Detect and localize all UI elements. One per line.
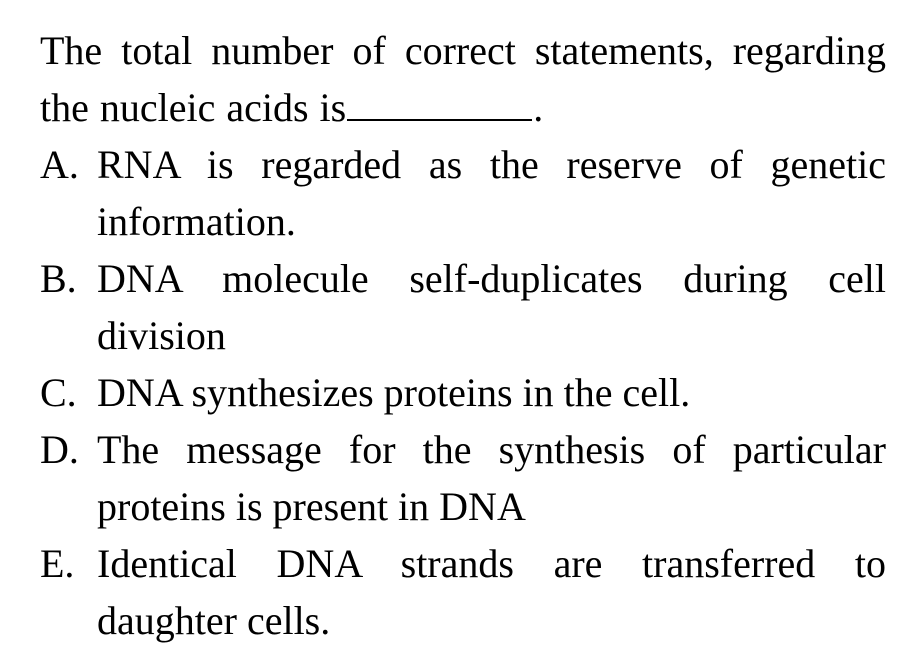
option-letter: A.: [40, 142, 79, 187]
option-letter: E.: [40, 541, 75, 586]
option-c: [40, 364, 886, 421]
option-a: [40, 136, 886, 250]
option-text: DNA synthesizes proteins in the cell.: [97, 370, 691, 415]
option-d: [40, 421, 886, 535]
option-letter: B.: [40, 256, 77, 301]
option-b: [40, 250, 886, 364]
option-letter: D.: [40, 427, 79, 472]
option-text: DNA molecule self-duplicates during cell division: [97, 256, 886, 358]
stem-text: The total number of correct statements, regarding the nucleic acids is: [40, 28, 886, 130]
option-text: The message for the synthesis of particular proteins is present in DNA: [97, 427, 886, 529]
stem-end-punctuation: .: [533, 85, 544, 130]
option-letter: C.: [40, 370, 77, 415]
answer-blank: [347, 85, 532, 121]
option-text: Identical DNA strands are transferred to daughter cells.: [97, 541, 886, 643]
question-block: [40, 22, 886, 649]
options-list: [40, 136, 886, 649]
question-stem: [40, 22, 886, 136]
option-e: [40, 535, 886, 649]
option-text: RNA is regarded as the reserve of genetic information.: [97, 142, 886, 244]
